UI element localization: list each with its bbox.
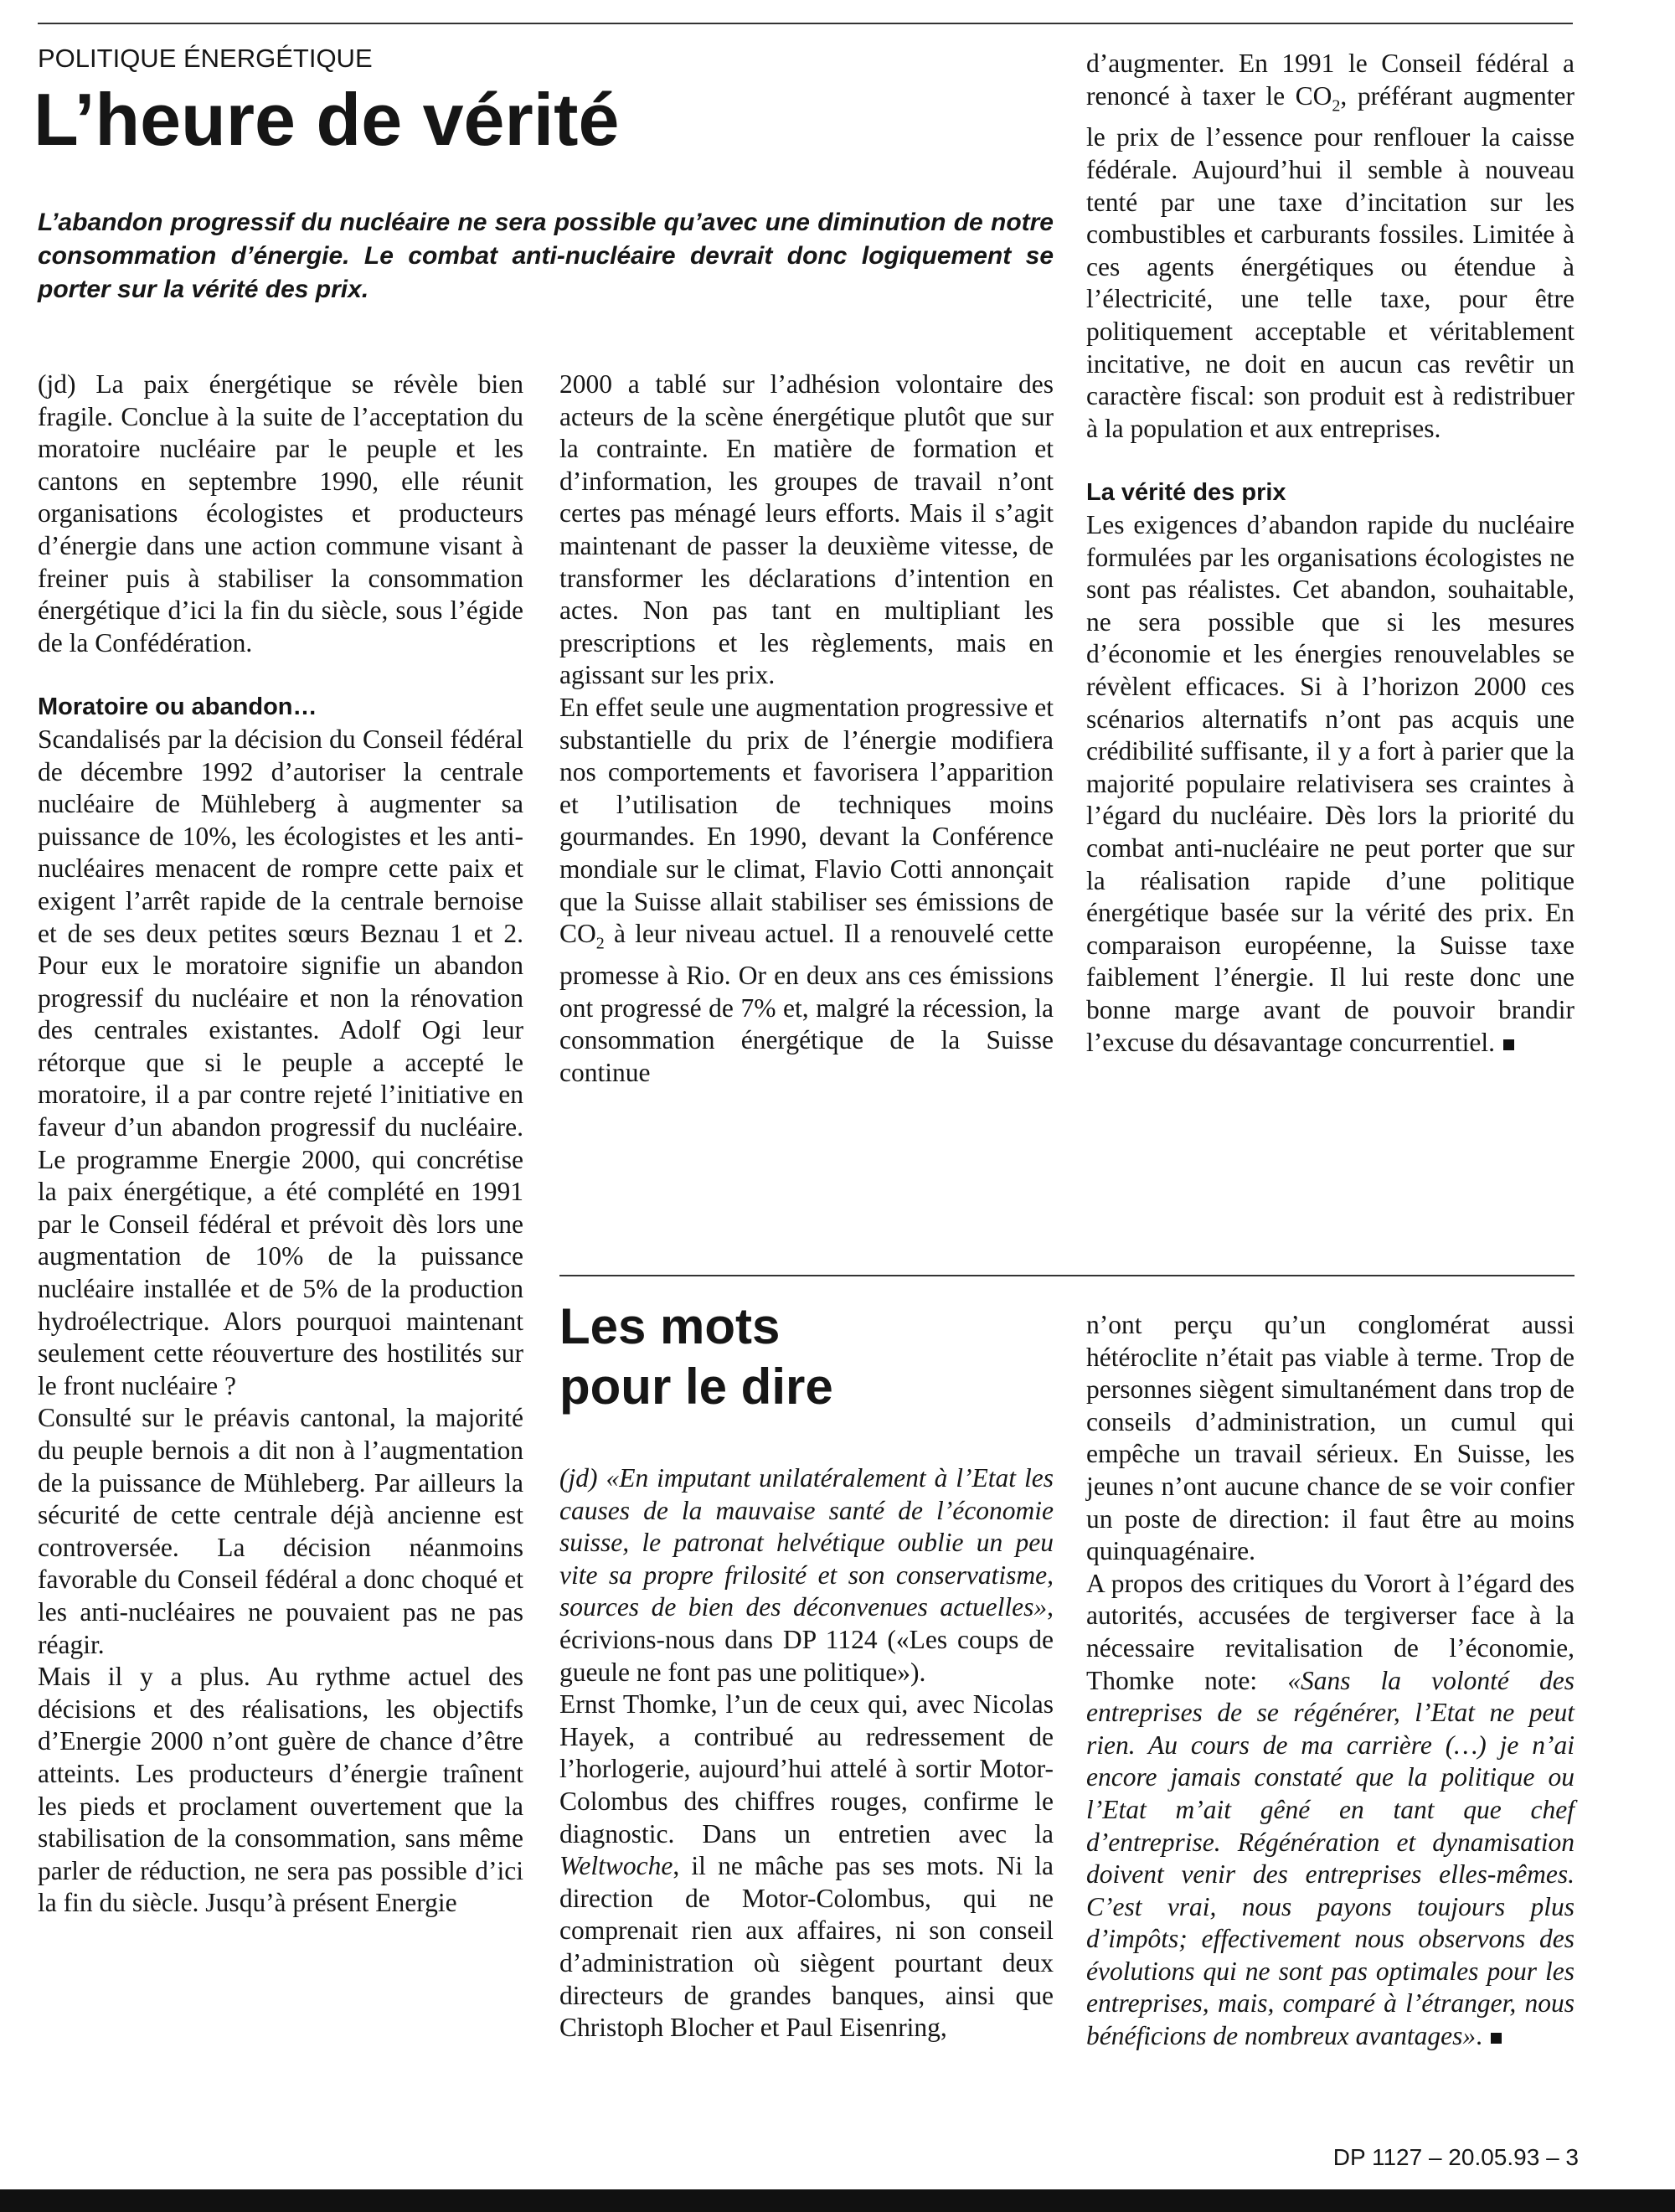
article2-title-line2: pour le dire [559,1359,833,1415]
paragraph [559,1689,1054,2044]
paragraph [1086,48,1574,445]
text-run: , écrivions-nous dans DP 1124 («Les coups de gueule ne font pas une politique»). [559,1592,1054,1687]
text-run: , préférant augmenter le prix de l’essence pour renflouer la caisse fédérale. Aujourd’hui il semble à nouveau tenté par une taxe d’incitation sur les combustibles et carburants fossiles. Limitée à ces agents énergétiques ou étendue à l’électricité, une telle taxe, pour être politiquement acceptable et véritablement incitative, ne doit en aucun cas revêtir un caractère fiscal: son produit est à redistribuer à la population et aux entreprises. [1086,80,1574,443]
text-run: Les exigences d’abandon rapide du nucléaire formulées par les organisations écologistes ne sont pas réalistes. Cet abandon, souhaitable, ne sera possible que si les mesures d’économie et les énergies renouvelables se révèlent efficaces. Si à l’horizon 2000 ces scénarios alternatifs n’ont pas acquis une crédibilité suffisante, il y a fort à parier que la majorité populaire relativisera ses craintes à l’égard du nucléaire. Dès lors la priorité du combat anti-nucléaire ne peut porter que sur la réalisation rapide d’une politique énergétique basée sur la vérité des prix. En comparaison européenne, la Suisse taxe faiblement l’énergie. Il lui reste donc une bonne marge avant de pouvoir brandir l’excuse du désavantage concurrentiel. [1086,510,1574,1057]
author-initials: (jd) [559,1463,606,1493]
article2-column-3 [1086,1309,1574,2053]
article1-column-3 [1086,48,1574,1059]
end-mark-icon [1491,2033,1502,2044]
paragraph: 2000 a tablé sur l’adhésion volontaire des acteurs de la scène énergétique plutôt que sur la contrainte. En matière de formation et d’information, les groupes de travail n’ont certes pas ménagé leurs efforts. Mais il s’agit maintenant de passer la deuxième vitesse, de transformer les déclarations d’intention en actes. Non pas tant en multipliant les prescriptions et les règlements, mais en agissant sur les prix. [559,369,1054,690]
paragraph: Mais il y a plus. Au rythme actuel des décisions et des réalisations, les objectifs d’Energie 2000 n’ont guère de chance d’être atteints. Les producteurs d’énergie traînent les pieds et proclament ouvertement que la stabilisation de la consommation, sans même parler de réduction, ne sera pas possible d’ici la fin du siècle. Jusqu’à présent Energie [38,1662,523,1918]
text-run: à leur niveau actuel. Il a renouvelé cette promesse à Rio. Or en deux ans ces émissions ont progressé de 7% et, malgré la récession, la consommation énergétique de la Suisse continue [559,919,1054,1087]
article-title: L’heure de vérité [34,78,620,161]
paragraph [559,692,1054,1089]
section-kicker: POLITIQUE ÉNERGÉTIQUE [38,44,373,73]
article2-column-2 [559,1462,1054,2044]
top-rule [38,23,1573,24]
paragraph: n’ont perçu qu’un conglomérat aussi hétéroclite n’était pas viable à terme. Trop de personnes siègent simultanément dans trop de conseils d’administration, un cumul qui empêche un travail sérieux. En Suisse, les jeunes n’ont aucune chance de se voir confier un poste de direction: il faut être au moins quinquagénaire. [1086,1310,1574,1566]
subheading-moratoire: Moratoire ou abandon… [38,694,317,721]
text-run: En effet seule une augmentation progressive et substantielle du prix de l’énergie modifiera nos comportements et favorisera l’apparition et l’utilisation de techniques moins gourmandes. En 1990, devant la Conférence mondiale sur le climat, Flavio Cotti annonçait que la Suisse allait stabiliser ses émissions de CO [559,692,1054,949]
paragraph: (jd) La paix énergétique se révèle bien fragile. Conclue à la suite de l’acceptation du moratoire nucléaire par le peuple et les cantons en septembre 1990, elle réunit organisations écologistes et producteurs d’énergie dans une action commune visant à freiner puis à stabiliser la consommation énergétique d’ici la fin du siècle, sous l’égide de la Confédération. [38,369,523,657]
text-run: . [1476,2021,1482,2051]
article-lead: L’abandon progressif du nucléaire ne sera possible qu’avec une diminution de notre consommation d’énergie. Le combat anti-nucléaire devrait donc logiquement se porter sur la vérité des prix. [38,209,1054,303]
publication-name: Weltwoche [559,1851,673,1881]
co2-subscript: 2 [595,934,605,953]
paragraph: Scandalisés par la décision du Conseil fédéral de décembre 1992 d’autoriser la centrale nucléaire de Mühleberg à augmenter sa puissance de 10%, les écologistes et les anti-nucléaires menacent de rompre cette paix et exigent l’arrêt rapide de la centrale bernoise et de ses deux petites sœurs Beznau 1 et 2. Pour eux le moratoire signifie un abandon progressif du nucléaire et non la rénovation des centrales existantes. Adolf Ogi leur rétorque que si le peuple a accepté le moratoire, il a par contre rejeté l’initiative en faveur d’un abandon progressif du nucléaire. Le programme Energie 2000, qui concrétise la paix énergétique, a été complété en 1991 par le Conseil fédéral et prévoit dès lors une augmentation de 10% de la puissance nucléaire installée et de 5% de la production hydroélectrique. Alors pourquoi maintenant seulement cette réouverture des hostilités sur le front nucléaire ? [38,724,523,1400]
text-run: , il ne mâche pas ses mots. Ni la direction de Motor-Colombus, qui ne comprenait rien aux affaires, ni son conseil d’administration où siègent pourtant deux directeurs de grandes banques, ainsi que Christoph Blocher et Paul Eisenring, [559,1851,1054,2043]
article1-column-1 [38,369,523,1920]
article2-rule [559,1275,1574,1276]
paragraph [1086,509,1574,1059]
article1-column-2 [559,369,1054,1089]
end-mark-icon [1503,1039,1514,1050]
text-run: Ernst Thomke, l’un de ceux qui, avec Nicolas Hayek, a contribué au redressement de l’horlogerie, aujourd’hui attelé à sortir Motor-Colombus des chiffres rouges, confirme le diagnostic. Dans un entretien avec la [559,1689,1054,1848]
article2-title [559,1297,1054,1417]
paragraph [1086,1568,1574,2053]
co2-subscript: 2 [1332,95,1341,115]
article2-title-line1: Les mots [559,1298,781,1354]
quote: «En imputant unilatéralement à l’Etat les causes de la mauvaise santé de l’économie suisse, le patronat helvétique oublie un peu vite sa propre frilosité et son conservatisme, sources de bien des déconvenues actuelles» [559,1463,1054,1622]
subheading-verite-des-prix: La vérité des prix [1086,479,1286,507]
text-run: d’augmenter. En 1991 le Conseil fédéral a renoncé à taxer le CO [1086,49,1574,111]
bottom-bar [0,2189,1675,2212]
page-footer: DP 1127 – 20.05.93 – 3 [1332,2144,1579,2170]
quote: «Sans la volonté des entreprises de se régénérer, l’Etat ne peut rien. Au cours de ma carrière (…) je n’ai encore jamais constaté que la politique ou l’Etat m’ait gêné en tant que chef d’entreprise. Régénération et dynamisation doivent venir des entreprises elles-mêmes. C’est vrai, nous payons toujours plus d’impôts; effectivement nous observons des évolutions qui ne sont pas optimales pour les entreprises, mais, comparé à l’étranger, nous bénéficions de nombreux avantages» [1086,1665,1574,2051]
paragraph: Consulté sur le préavis cantonal, la majorité du peuple bernois a dit non à l’augmentation de la puissance de Mühleberg. Par ailleurs la sécurité de cette centrale déjà ancienne est controversée. La décision néanmoins favorable du Conseil fédéral a donc choqué et les anti-nucléaires ne pouvaient pas ne pas réagir. [38,1403,523,1659]
paragraph [559,1462,1054,1689]
text-run: A propos des critiques du Vorort à l’égard des autorités, accusées de tergiverser face à la nécessaire revitalisation de l’économie, Thomke note: [1086,1568,1574,1695]
